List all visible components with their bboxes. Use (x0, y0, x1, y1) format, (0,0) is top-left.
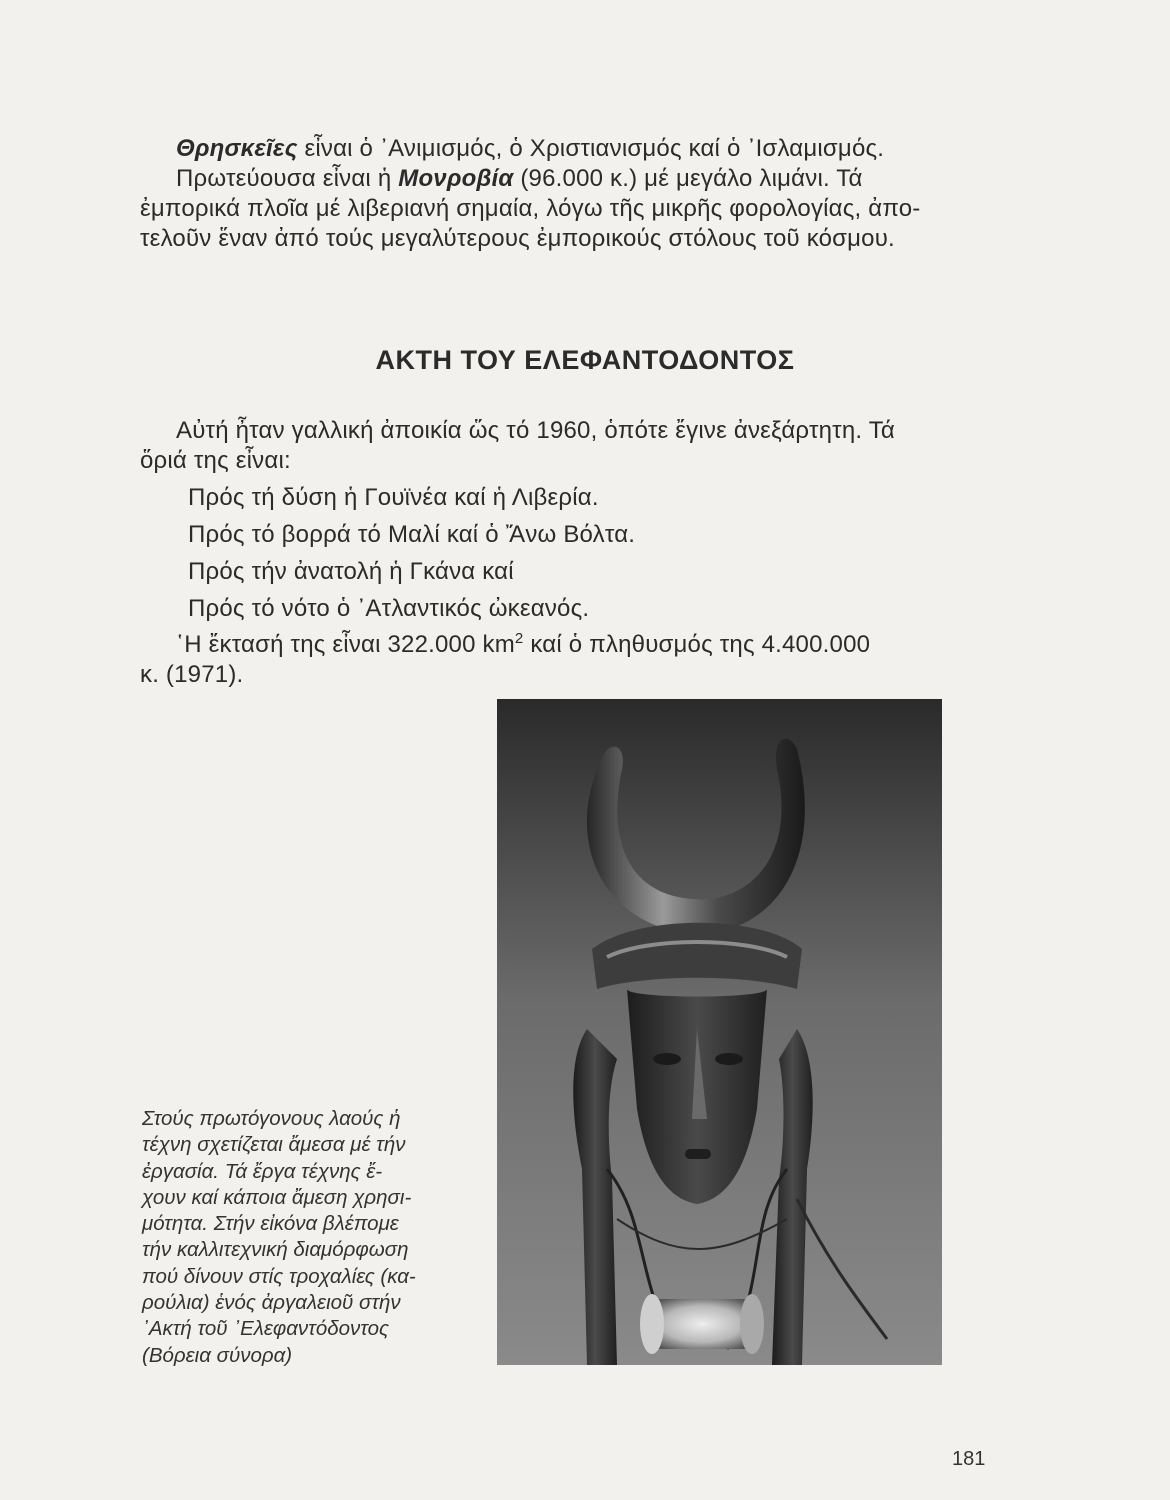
loom-pulley-photo (497, 699, 942, 1365)
capital-name: Μονροβία (398, 165, 514, 192)
border-north: Πρός τό βορρά τό Μαλί καί ὁ Ἄνω Βόλτα. (188, 521, 636, 548)
intro-line-capital (140, 164, 980, 194)
area-pre: ῾Η ἔκτασή της εἶναι 322.000 km (176, 631, 515, 658)
caption-line: ᾿Ακτή τοῦ ᾿Ελεφαντόδοντος (142, 1317, 390, 1341)
caption-line: ρούλια) ἑνός ἀργαλειοῦ στήν (142, 1291, 401, 1315)
intro-line-3: ἐμπορικά πλοῖα μέ λιβεριανή σημαία, λόγω τῆς μικρῆς φορολογίας, ἀπο- (140, 195, 921, 222)
religions-term: Θρησκεῖες (176, 135, 298, 162)
section-line-1: Αὐτή ἦταν γαλλική ἀποικία ὥς τό 1960, ὁπότε ἔγινε ἀνεξάρτητη. Τά (176, 417, 896, 444)
intro-paragraph (140, 134, 980, 254)
religions-text: εἶναι ὁ ᾿Ανιμισμός, ὁ Χριστιανισμός καί ὁ ᾿Ισλαμισμός. (297, 135, 885, 162)
caption-line: ἐργασία. Τά ἔργα τέχνης ἔ- (142, 1159, 383, 1183)
capital-pre: Πρωτεύουσα εἶναι ἡ (176, 165, 399, 192)
section-heading: ΑΚΤΗ ΤΟΥ ΕΛΕΦΑΝΤΟΔΟΝΤΟΣ (375, 345, 795, 375)
area-post: καί ὁ πληθυσμός της 4.400.000 (523, 631, 871, 658)
caption-line: τέχνη σχετίζεται ἄμεσα μέ τήν (142, 1133, 406, 1157)
page-number: 181 (952, 1448, 986, 1470)
intro-line-4: τελοῦν ἕναν ἀπό τούς μεγαλύτερους ἐμπορικούς στόλους τοῦ κόσμου. (140, 225, 895, 252)
border-south: Πρός τό νότο ὁ ᾿Ατλαντικός ὠκεανός. (188, 595, 590, 622)
caption-line: πού δίνουν στίς τροχαλίες (κα- (142, 1264, 416, 1288)
caption-line: Στούς πρωτόγονους λαούς ἡ (142, 1107, 401, 1130)
intro-line-religions (140, 134, 980, 164)
photo-caption (142, 1106, 487, 1369)
section-body (140, 416, 990, 690)
caption-line: τήν καλλιτεχνική διαμόρφωση (142, 1238, 409, 1262)
caption-line: (Βόρεια σύνορα) (142, 1343, 293, 1367)
caption-line: μότητα. Στήν εἰκόνα βλέπομε (142, 1212, 399, 1236)
border-east: Πρός τήν ἀνατολή ἡ Γκάνα καί (188, 558, 514, 585)
capital-post: (96.000 κ.) μέ μεγάλο λιμάνι. Τά (513, 165, 863, 192)
area-population-line (140, 624, 990, 660)
section-line-2: ὅριά της εἶναι: (140, 447, 291, 474)
area-line-2: κ. (1971). (140, 661, 244, 688)
border-west: Πρός τή δύση ἡ Γουϊνέα καί ἡ Λιβερία. (188, 484, 599, 511)
area-superscript: 2 (514, 630, 524, 647)
caption-line: χουν καί κάποια ἄμεση χρησι- (142, 1185, 412, 1209)
